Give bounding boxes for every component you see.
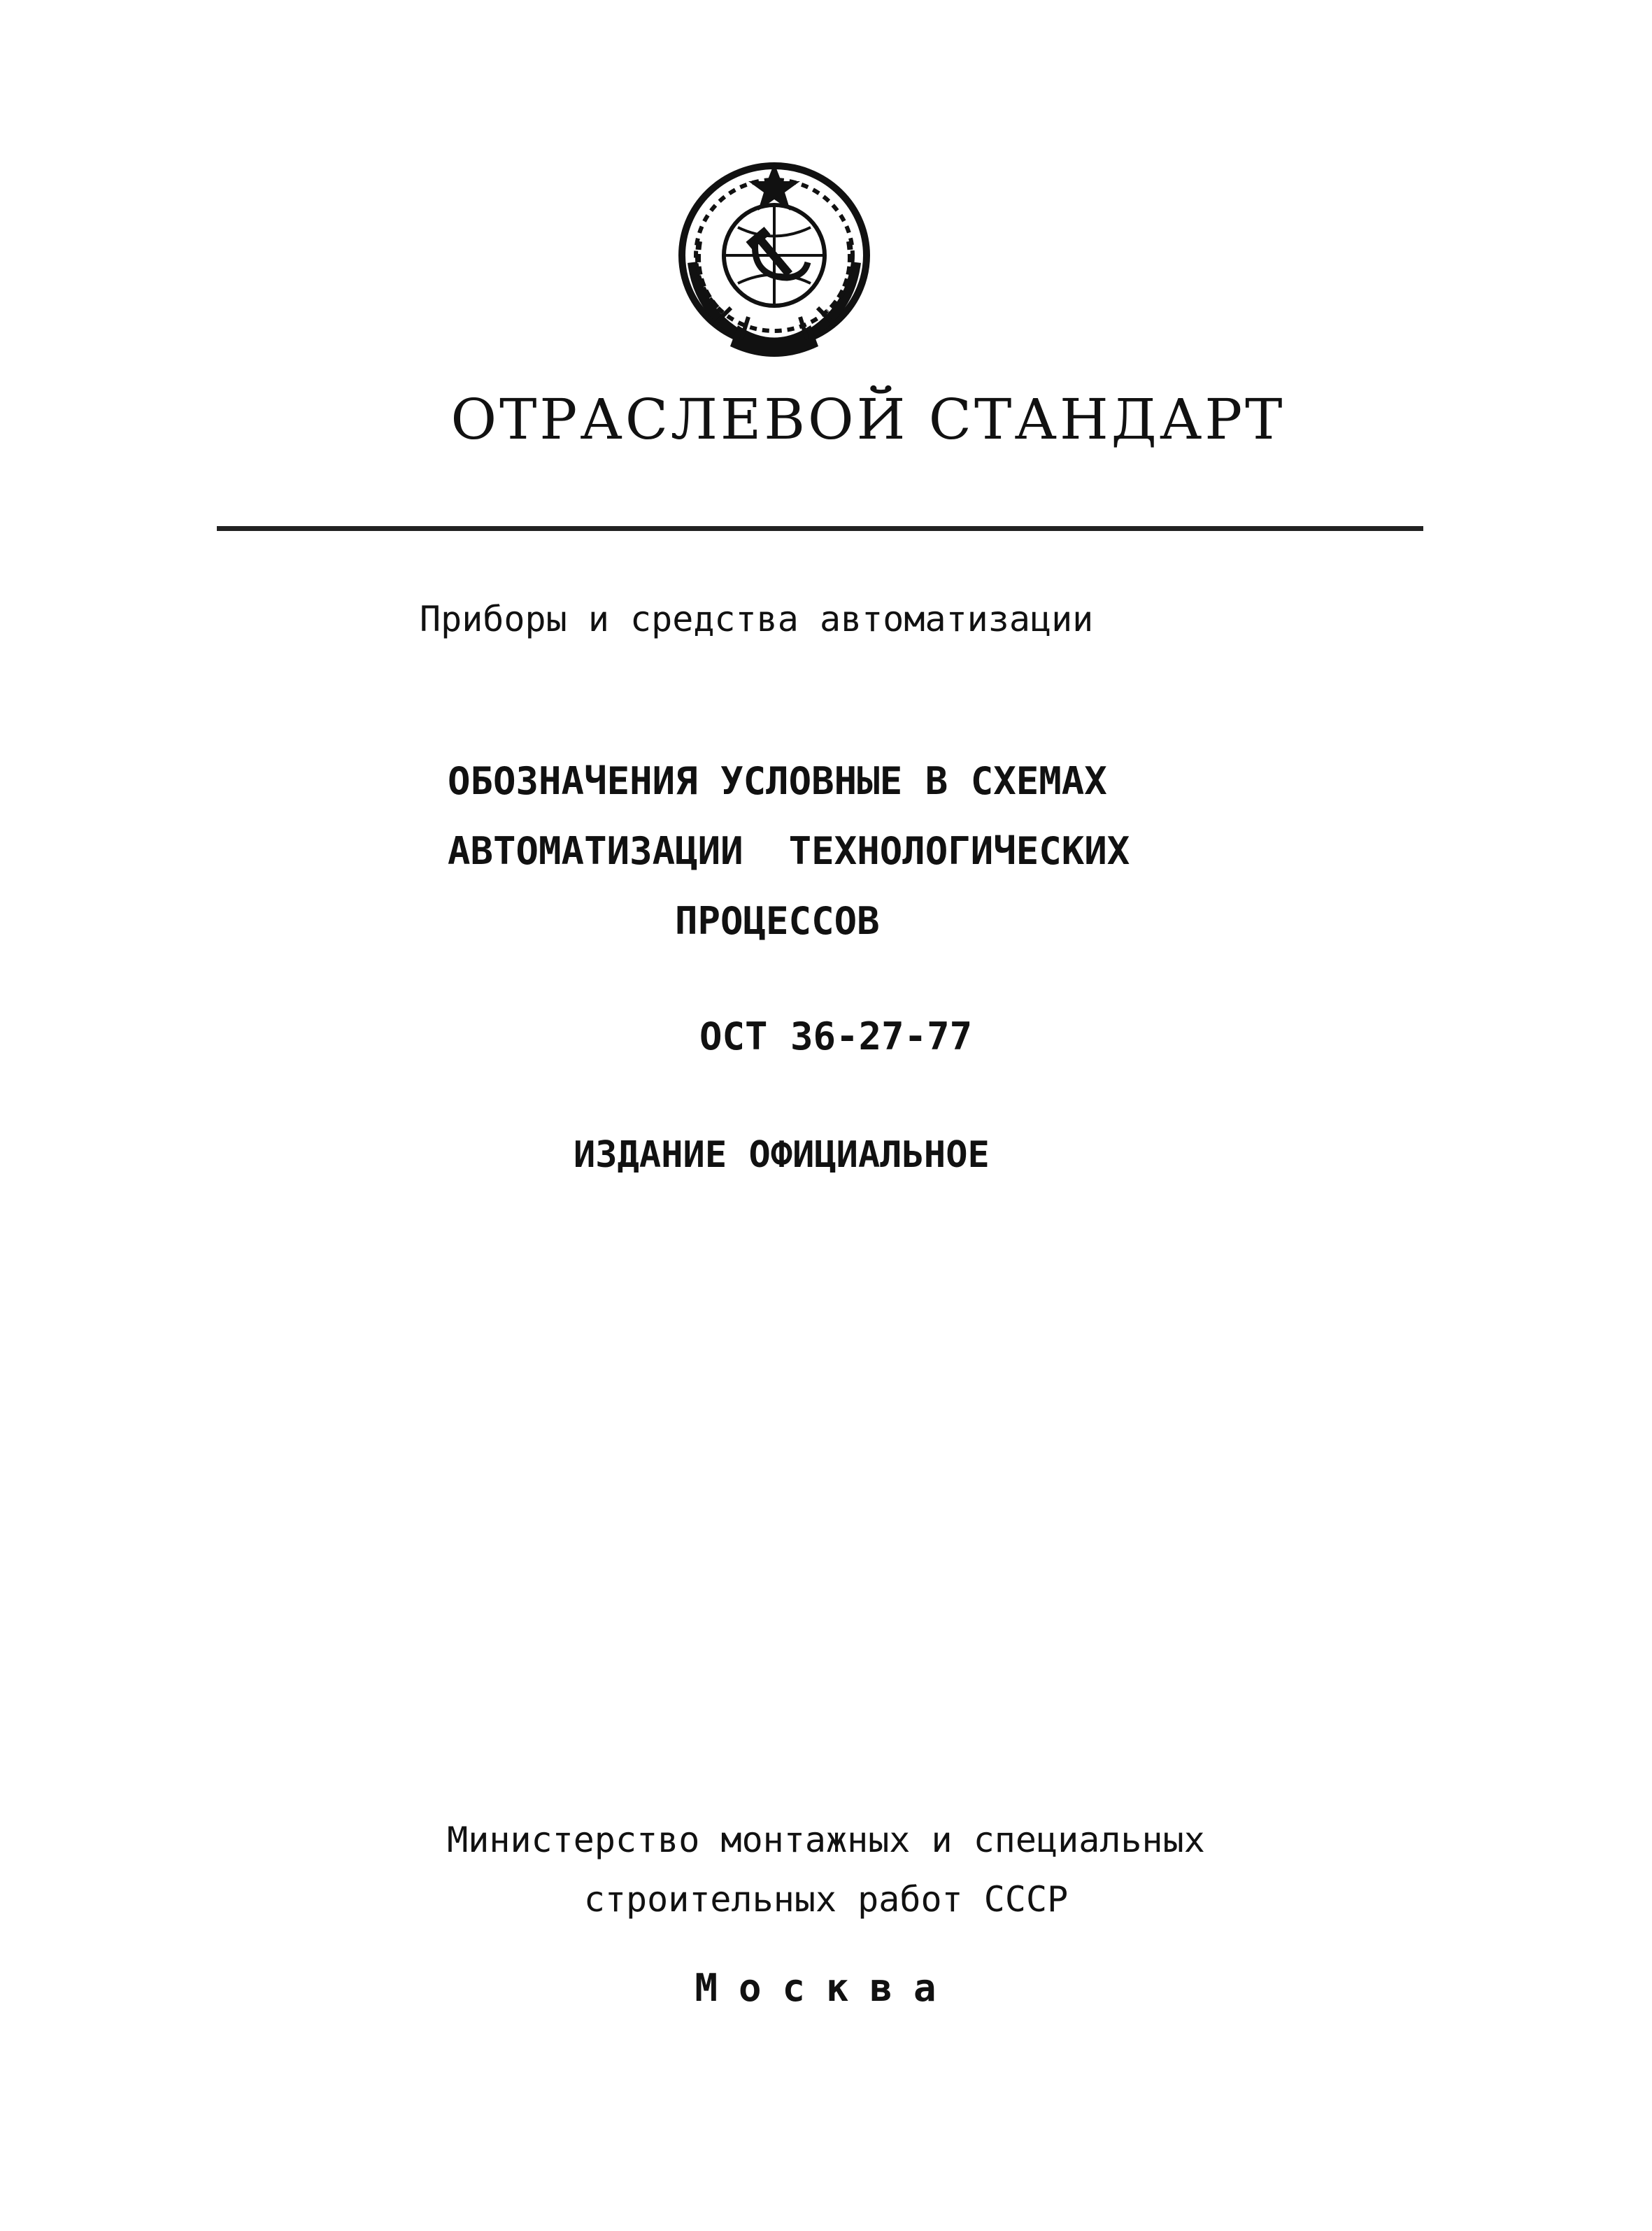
publisher-line-1: Министерство монтажных и специальных	[447, 1820, 1205, 1860]
ussr-state-emblem-icon	[671, 157, 878, 367]
city-name: Москва	[695, 1966, 957, 2010]
document-title-line-1: ОБОЗНАЧЕНИЯ УСЛОВНЫЕ В СХЕМАХ	[448, 759, 1107, 803]
subject-area: Приборы и средства автоматизации	[420, 599, 1094, 639]
standard-type-heading: ОТРАСЛЕВОЙ СТАНДАРТ	[450, 387, 1286, 452]
horizontal-rule	[217, 526, 1423, 531]
edition-label: ИЗДАНИЕ ОФИЦИАЛЬНОЕ	[574, 1134, 990, 1176]
publisher-line-2: строительных работ СССР	[583, 1879, 1069, 1920]
document-title-line-2: АВТОМАТИЗАЦИИ ТЕХНОЛОГИЧЕСКИХ	[448, 829, 1130, 873]
standard-code: ОСТ 36-27-77	[699, 1014, 973, 1058]
document-title-line-3: ПРОЦЕССОВ	[675, 899, 880, 943]
